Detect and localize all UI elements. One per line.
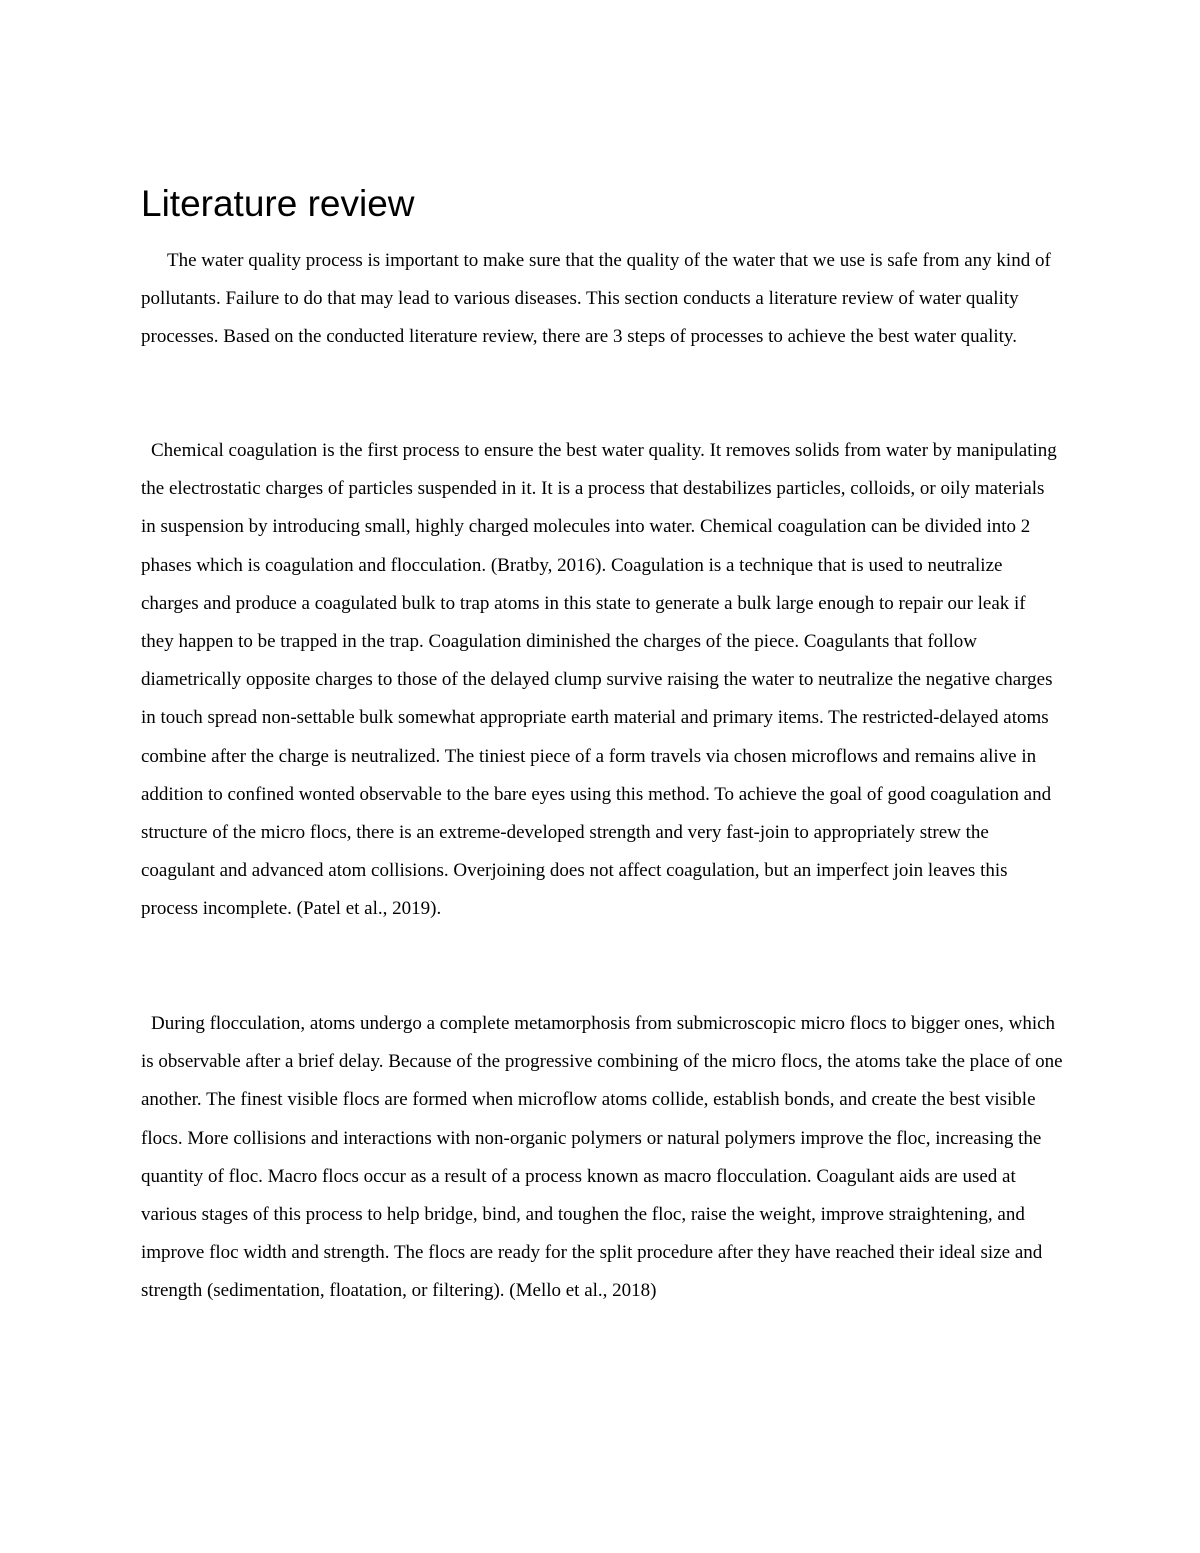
paragraph-flocculation: During flocculation, atoms undergo a complete metamorphosis from submicroscopic micro flocs to bigger ones, which is observable after a brief delay. Because of the progressive combining of the micro flocs, the atoms take the place of one another. The finest visible flocs are formed when microflow atoms collide, establish bonds, and create the best visible flocs. More collisions and interactions with non-organic polymers or natural polymers improve the floc, increasing the quantity of floc. Macro flocs occur as a result of a process known as macro flocculation. Coagulant aids are used at various stages of this process to help bridge, bind, and toughen the floc, raise the weight, improve straightening, and improve floc width and strength. The flocs are ready for the split procedure after they have reached their ideal size and strength (sedimentation, floatation, or filtering). (Mello et al., 2018)	[141, 1013, 1063, 1302]
paragraph-chemical-coagulation: Chemical coagulation is the first process to ensure the best water quality. It removes solids from water by manipulating the electrostatic charges of particles suspended in it. It is a process that destabilizes particles, colloids, or oily materials in suspension by introducing small, highly charged molecules into water. Chemical coagulation can be divided into 2 phases which is coagulation and flocculation. (Bratby, 2016). Coagulation is a technique that is used to neutralize charges and produce a coagulated bulk to trap atoms in this state to generate a bulk large enough to repair our leak if they happen to be trapped in the trap. Coagulation diminished the charges of the piece. Coagulants that follow diametrically opposite charges to those of the delayed clump survive raising the water to neutralize the negative charges in touch spread non-settable bulk somewhat appropriate earth material and primary items. The restricted-delayed atoms combine after the charge is neutralized. The tiniest piece of a form travels via chosen microflows and remains alive in addition to confined wonted observable to the bare eyes using this method. To achieve the goal of good coagulation and structure of the micro flocs, there is an extreme-developed strength and very fast-join to appropriately strew the coagulant and advanced atom collisions. Overjoining does not affect coagulation, but an imperfect join leaves this process incomplete. (Patel et al., 2019).	[141, 440, 1057, 920]
paragraph-introduction: The water quality process is important to make sure that the quality of the water that we use is safe from any kind of pollutants. Failure to do that may lead to various diseases. This section conducts a literature review of water quality processes. Based on the conducted literature review, there are 3 steps of processes to achieve the best water quality.	[141, 250, 1051, 348]
page-title: Literature review	[141, 183, 415, 224]
